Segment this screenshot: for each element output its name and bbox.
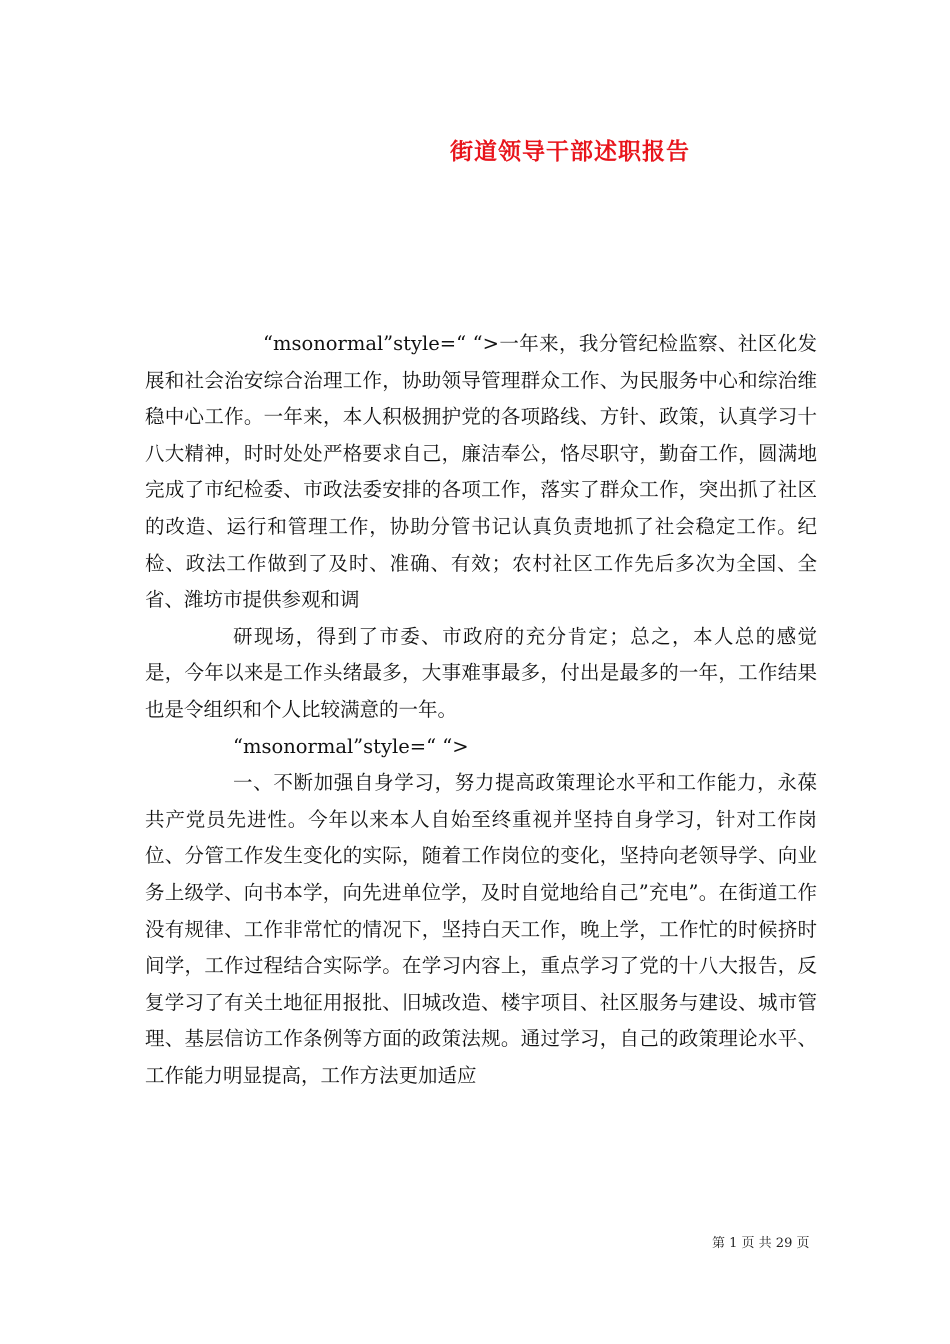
paragraph-summary: 研现场，得到了市委、市政府的充分肯定；总之，本人总的感觉是，今年以来是工作头绪最多，大事难事最多，付出是最多的一年，工作结果也是令组织和个人比较满意的一年。: [145, 624, 817, 721]
document-body: [145, 326, 817, 1094]
page-number: 第 1 页 共 29 页: [712, 1236, 810, 1251]
paragraph-section-one: 一、不断加强自身学习，努力提高政策理论水平和工作能力，永葆共产党员先进性。今年以来本人自始至终重视并坚持自身学习，针对工作岗位、分管工作发生变化的实际，随着工作岗位的变化，坚持向老领导学、向业务上级学、向书本学，向先进单位学，及时自觉地给自己”充电”。在街道工作没有规律、工作非常忙的情况下，坚持白天工作，晚上学，工作忙的时候挤时间学，工作过程结合实际学。在学习内容上，重点学习了党的十八大报告，反复学习了有关土地征用报批、旧城改造、楼宇项目、社区服务与建设、城市管理、基层信访工作条例等方面的政策法规。通过学习，自己的政策理论水平、工作能力明显提高，工作方法更加适应: [145, 771, 817, 1087]
paragraph-intro: “msonormal”style=“ “>一年来，我分管纪检监察、社区化发展和社会治安综合治理工作，协助领导管理群众工作、为民服务中心和综治维稳中心工作。一年来，本人积极拥护党的各项路线、方针、政策，认真学习十八大精神，时时处处严格要求自己，廉洁奉公，恪尽职守，勤奋工作，圆满地完成了市纪检委、市政法委安排的各项工作，落实了群众工作，突出抓了社区的改造、运行和管理工作，协助分管书记认真负责地抓了社会稳定工作。纪检、政法工作做到了及时、准确、有效；农村社区工作先后多次为全国、全省、潍坊市提供参观和调: [145, 332, 817, 612]
document-title: 街道领导干部述职报告: [450, 138, 690, 165]
paragraph-style-marker: “msonormal”style=“ “>: [233, 734, 469, 758]
